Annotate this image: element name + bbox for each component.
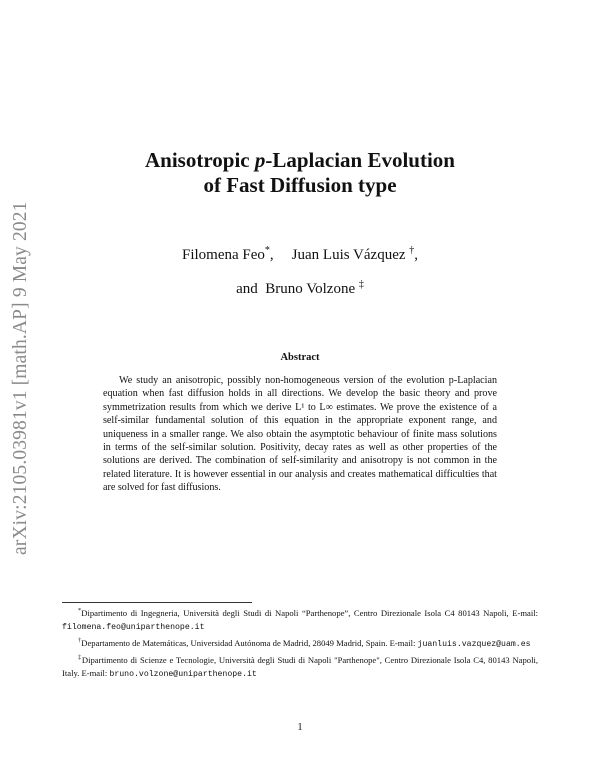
author-line-1: Filomena Feo*, Juan Luis Vázquez †, xyxy=(181,245,419,263)
footnote-mark: † xyxy=(78,637,82,645)
footnotes xyxy=(62,604,538,682)
title-variable-p: p xyxy=(254,148,266,172)
footnote-email-link[interactable]: filomena.feo@uniparthenope.it xyxy=(62,623,205,633)
title-line-2: of Fast Diffusion type xyxy=(203,173,397,197)
arxiv-identifier: arXiv:2105.03981v1 [math.AP] 9 May 2021 xyxy=(10,201,31,555)
footnote xyxy=(62,604,538,634)
footnote xyxy=(62,651,538,681)
title-line-1: Anisotropic p-Laplacian Evolution xyxy=(144,148,455,172)
author-mark: † xyxy=(409,245,415,256)
author-mark: * xyxy=(264,245,270,256)
author-name: Filomena Feo xyxy=(181,247,265,263)
abstract-heading: Abstract xyxy=(280,352,320,363)
page-number: 1 xyxy=(297,722,303,733)
footnote-mark: * xyxy=(78,607,82,614)
author-line-2 xyxy=(60,270,540,304)
footnote xyxy=(62,634,538,651)
arxiv-side-stamp xyxy=(10,195,42,555)
abstract-text: We study an anisotropic, possibly non-homogeneous version of the evolution p-Laplacian equation when fast diffusion holds in all directions. We develop the basic theory and prove symmetrization results from which we derive L¹ to L∞ estimates. We prove the existence of a self-similar fundamental solution of this equation in the appropriate exponent range, and uniqueness in a smaller range. We also obtain the asymptotic behaviour of finite mass solutions in terms of the self-similar solution. Positivity, decay rates as well as other properties of the solutions are derived. The combination of self-similarity and anisotropy is not common in the related literature. It is however essential in our analysis and creates mathematical difficulties that are solved for fast diffusions. xyxy=(103,375,497,494)
footnote-rule xyxy=(62,602,252,603)
footnote-mark: ‡ xyxy=(78,654,82,662)
author-name: Bruno Volzone xyxy=(265,281,356,297)
footnote-email-link[interactable]: bruno.volzone@uniparthenope.it xyxy=(109,670,257,680)
author-list xyxy=(60,236,540,304)
footnote-email-link[interactable]: juanluis.vazquez@uam.es xyxy=(417,640,531,650)
author-conjunction: and xyxy=(236,281,258,297)
author-mark: ‡ xyxy=(358,279,364,290)
footnote-text: Departamento de Matemáticas, Universidad Autónoma de Madrid, 28049 Madrid, Spain. E-mail: xyxy=(81,638,418,649)
author-name: Juan Luis Vázquez xyxy=(291,247,406,263)
footnote-text: Dipartimento di Ingegneria, Università degli Studi di Napoli “Parthenope”, Centro Direzionale Isola C4 80143 Napoli, E-mail: xyxy=(81,607,538,618)
paper-title xyxy=(60,148,540,198)
footnote-text: Dipartimento di Scienze e Tecnologie, Università degli Studi di Napoli "Parthenope", Centro Direzionale Isola C4, 80143 Napoli, Italy. E-mail: xyxy=(62,655,538,679)
